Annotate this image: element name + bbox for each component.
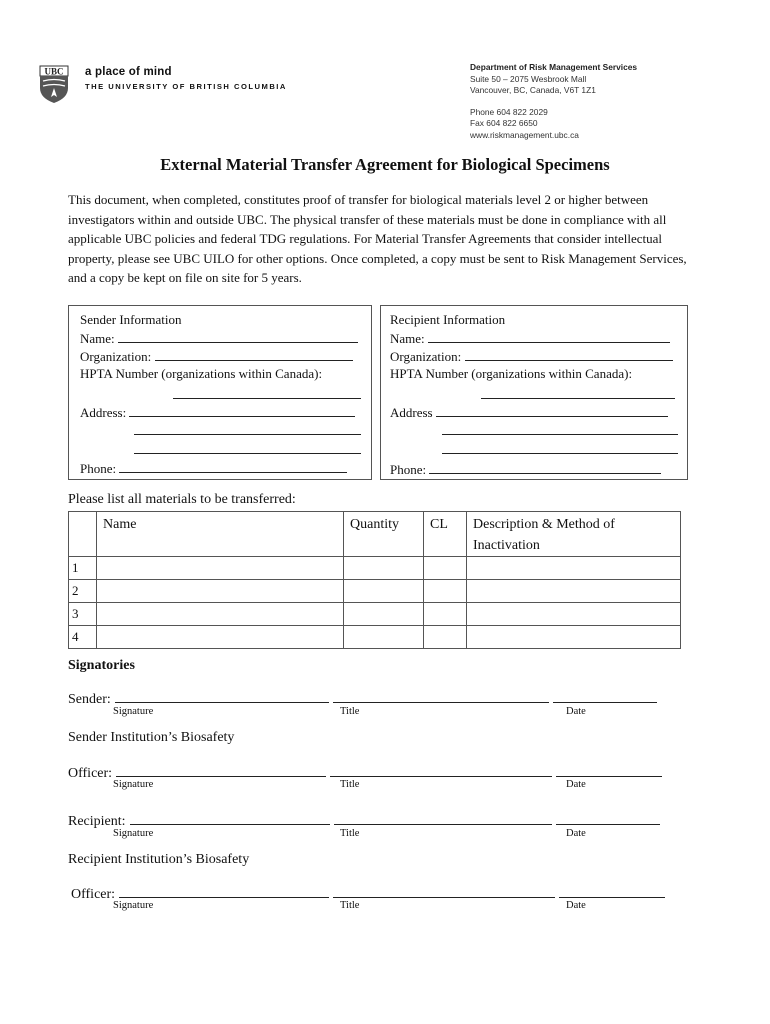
sender-officer-label: Officer:: [68, 766, 113, 781]
address-line-1: Suite 50 – 2075 Wesbrook Mall: [470, 73, 587, 84]
date-caption: Date: [566, 706, 586, 717]
date-caption: Date: [566, 828, 586, 839]
recipient-signature-line: [68, 810, 660, 830]
recipient-title-field[interactable]: [334, 810, 552, 825]
description-cell[interactable]: [467, 626, 681, 649]
recipient-heading: Recipient Information: [390, 312, 506, 327]
signature-caption: Signature: [113, 779, 154, 790]
sender-phone-label: Phone:: [80, 461, 117, 476]
column-header-description: Description & Method of Inactivation: [467, 512, 681, 557]
column-header-cl: CL: [424, 512, 467, 557]
material-name-cell[interactable]: [97, 580, 344, 603]
department-contact-block: [470, 62, 637, 142]
recipient-officer-date-field[interactable]: [559, 883, 665, 898]
signatories-heading: Signatories: [68, 658, 135, 673]
material-name-cell[interactable]: [97, 603, 344, 626]
quantity-cell[interactable]: [344, 580, 424, 603]
recipient-phone-field[interactable]: [429, 461, 661, 474]
quantity-cell[interactable]: [344, 626, 424, 649]
quantity-cell[interactable]: [344, 603, 424, 626]
sender-address-field-2[interactable]: [134, 434, 361, 435]
sender-phone-field[interactable]: [119, 460, 347, 473]
recipient-hpta-label: HPTA Number (organizations within Canada):: [390, 366, 633, 381]
date-caption: Date: [566, 900, 586, 911]
table-row: [69, 580, 681, 603]
sender-officer-title-field[interactable]: [330, 762, 552, 777]
sender-title-field[interactable]: [333, 688, 549, 703]
signature-caption: Signature: [113, 706, 154, 717]
recipient-address-field-1[interactable]: [436, 404, 668, 417]
ubc-logo-crest: [38, 64, 70, 104]
row-number: 1: [69, 557, 97, 580]
department-name: Department of Risk Management Services: [470, 62, 638, 72]
recipient-hpta-field[interactable]: [481, 398, 675, 399]
recipient-biosafety-label: Recipient Institution’s Biosafety: [68, 852, 250, 867]
sender-name-label: Name:: [80, 331, 115, 346]
sender-organization-field[interactable]: [155, 348, 353, 361]
cl-cell[interactable]: [424, 626, 467, 649]
sender-date-field[interactable]: [553, 688, 657, 703]
column-header-name: Name: [97, 512, 344, 557]
sender-officer-date-field[interactable]: [556, 762, 662, 777]
sender-heading: Sender Information: [80, 312, 182, 327]
material-name-cell[interactable]: [97, 557, 344, 580]
recipient-phone-label: Phone:: [390, 462, 427, 477]
cl-cell[interactable]: [424, 603, 467, 626]
table-row: [69, 557, 681, 580]
sender-officer-signature-field[interactable]: [116, 762, 326, 777]
recipient-address-field-3[interactable]: [442, 453, 678, 454]
table-row: [69, 626, 681, 649]
title-caption: Title: [340, 828, 360, 839]
phone-number: Phone 604 822 2029: [470, 106, 548, 117]
sender-org-label: Organization:: [80, 349, 152, 364]
title-caption: Title: [340, 900, 360, 911]
cl-cell[interactable]: [424, 557, 467, 580]
intro-paragraph: This document, when completed, constitutes proof of transfer for biological materials level 2 or higher between investigators within and outside UBC. The physical transfer of these materials must be done in compliance with all applicable UBC policies and federal TDG regulations. For Material Transfer Agreements that consider intellectual property, please see UBC UILO for other options. Once completed, a copy must be sent to Risk Management Services, and a copy be kept on file on site for 5 years.: [68, 192, 687, 285]
recipient-organization-field[interactable]: [465, 348, 673, 361]
row-number: 2: [69, 580, 97, 603]
sender-signature-line: [68, 688, 657, 708]
title-caption: Title: [340, 779, 360, 790]
materials-table: [68, 511, 681, 649]
signature-caption: Signature: [113, 828, 154, 839]
logo-text: UBC: [44, 66, 64, 77]
fax-number: Fax 604 822 6650: [470, 118, 538, 129]
sender-hpta-label: HPTA Number (organizations within Canada):: [80, 366, 323, 381]
description-cell[interactable]: [467, 603, 681, 626]
recipient-sig-label: Recipient:: [68, 814, 126, 829]
row-number: 4: [69, 626, 97, 649]
ubc-tagline: a place of mind: [85, 66, 172, 78]
description-cell[interactable]: [467, 557, 681, 580]
sender-address-field-3[interactable]: [134, 453, 361, 454]
recipient-officer-title-field[interactable]: [333, 883, 555, 898]
column-header-quantity: Quantity: [344, 512, 424, 557]
recipient-officer-signature-field[interactable]: [119, 883, 329, 898]
sender-name-field[interactable]: [118, 330, 358, 343]
date-caption: Date: [566, 779, 586, 790]
recipient-date-field[interactable]: [556, 810, 660, 825]
sender-signature-field[interactable]: [115, 688, 329, 703]
recipient-name-label: Name:: [390, 331, 425, 346]
table-row: [69, 603, 681, 626]
sender-sig-label: Sender:: [68, 692, 111, 707]
recipient-signature-field[interactable]: [130, 810, 330, 825]
recipient-org-label: Organization:: [390, 349, 462, 364]
recipient-address-field-2[interactable]: [442, 434, 678, 435]
recipient-information-box: [380, 305, 688, 480]
material-name-cell[interactable]: [97, 626, 344, 649]
sender-address-field-1[interactable]: [129, 404, 355, 417]
signature-caption: Signature: [113, 900, 154, 911]
address-line-2: Vancouver, BC, Canada, V6T 1Z1: [470, 85, 596, 96]
recipient-name-field[interactable]: [428, 330, 670, 343]
row-number: 3: [69, 603, 97, 626]
sender-information-box: [68, 305, 372, 480]
description-cell[interactable]: [467, 580, 681, 603]
materials-label: Please list all materials to be transferred:: [68, 492, 296, 507]
title-caption: Title: [340, 706, 360, 717]
university-name: THE UNIVERSITY OF BRITISH COLUMBIA: [85, 82, 287, 91]
sender-biosafety-label: Sender Institution’s Biosafety: [68, 730, 235, 745]
quantity-cell[interactable]: [344, 557, 424, 580]
sender-hpta-field[interactable]: [173, 398, 361, 399]
website-link[interactable]: www.riskmanagement.ubc.ca: [470, 129, 579, 140]
cl-cell[interactable]: [424, 580, 467, 603]
table-header-row: [69, 512, 681, 557]
document-title: External Material Transfer Agreement for Biological Specimens: [160, 155, 610, 174]
recipient-address-label: Address: [390, 405, 433, 420]
sender-address-label: Address:: [80, 405, 127, 420]
recipient-officer-label: Officer:: [71, 887, 116, 902]
